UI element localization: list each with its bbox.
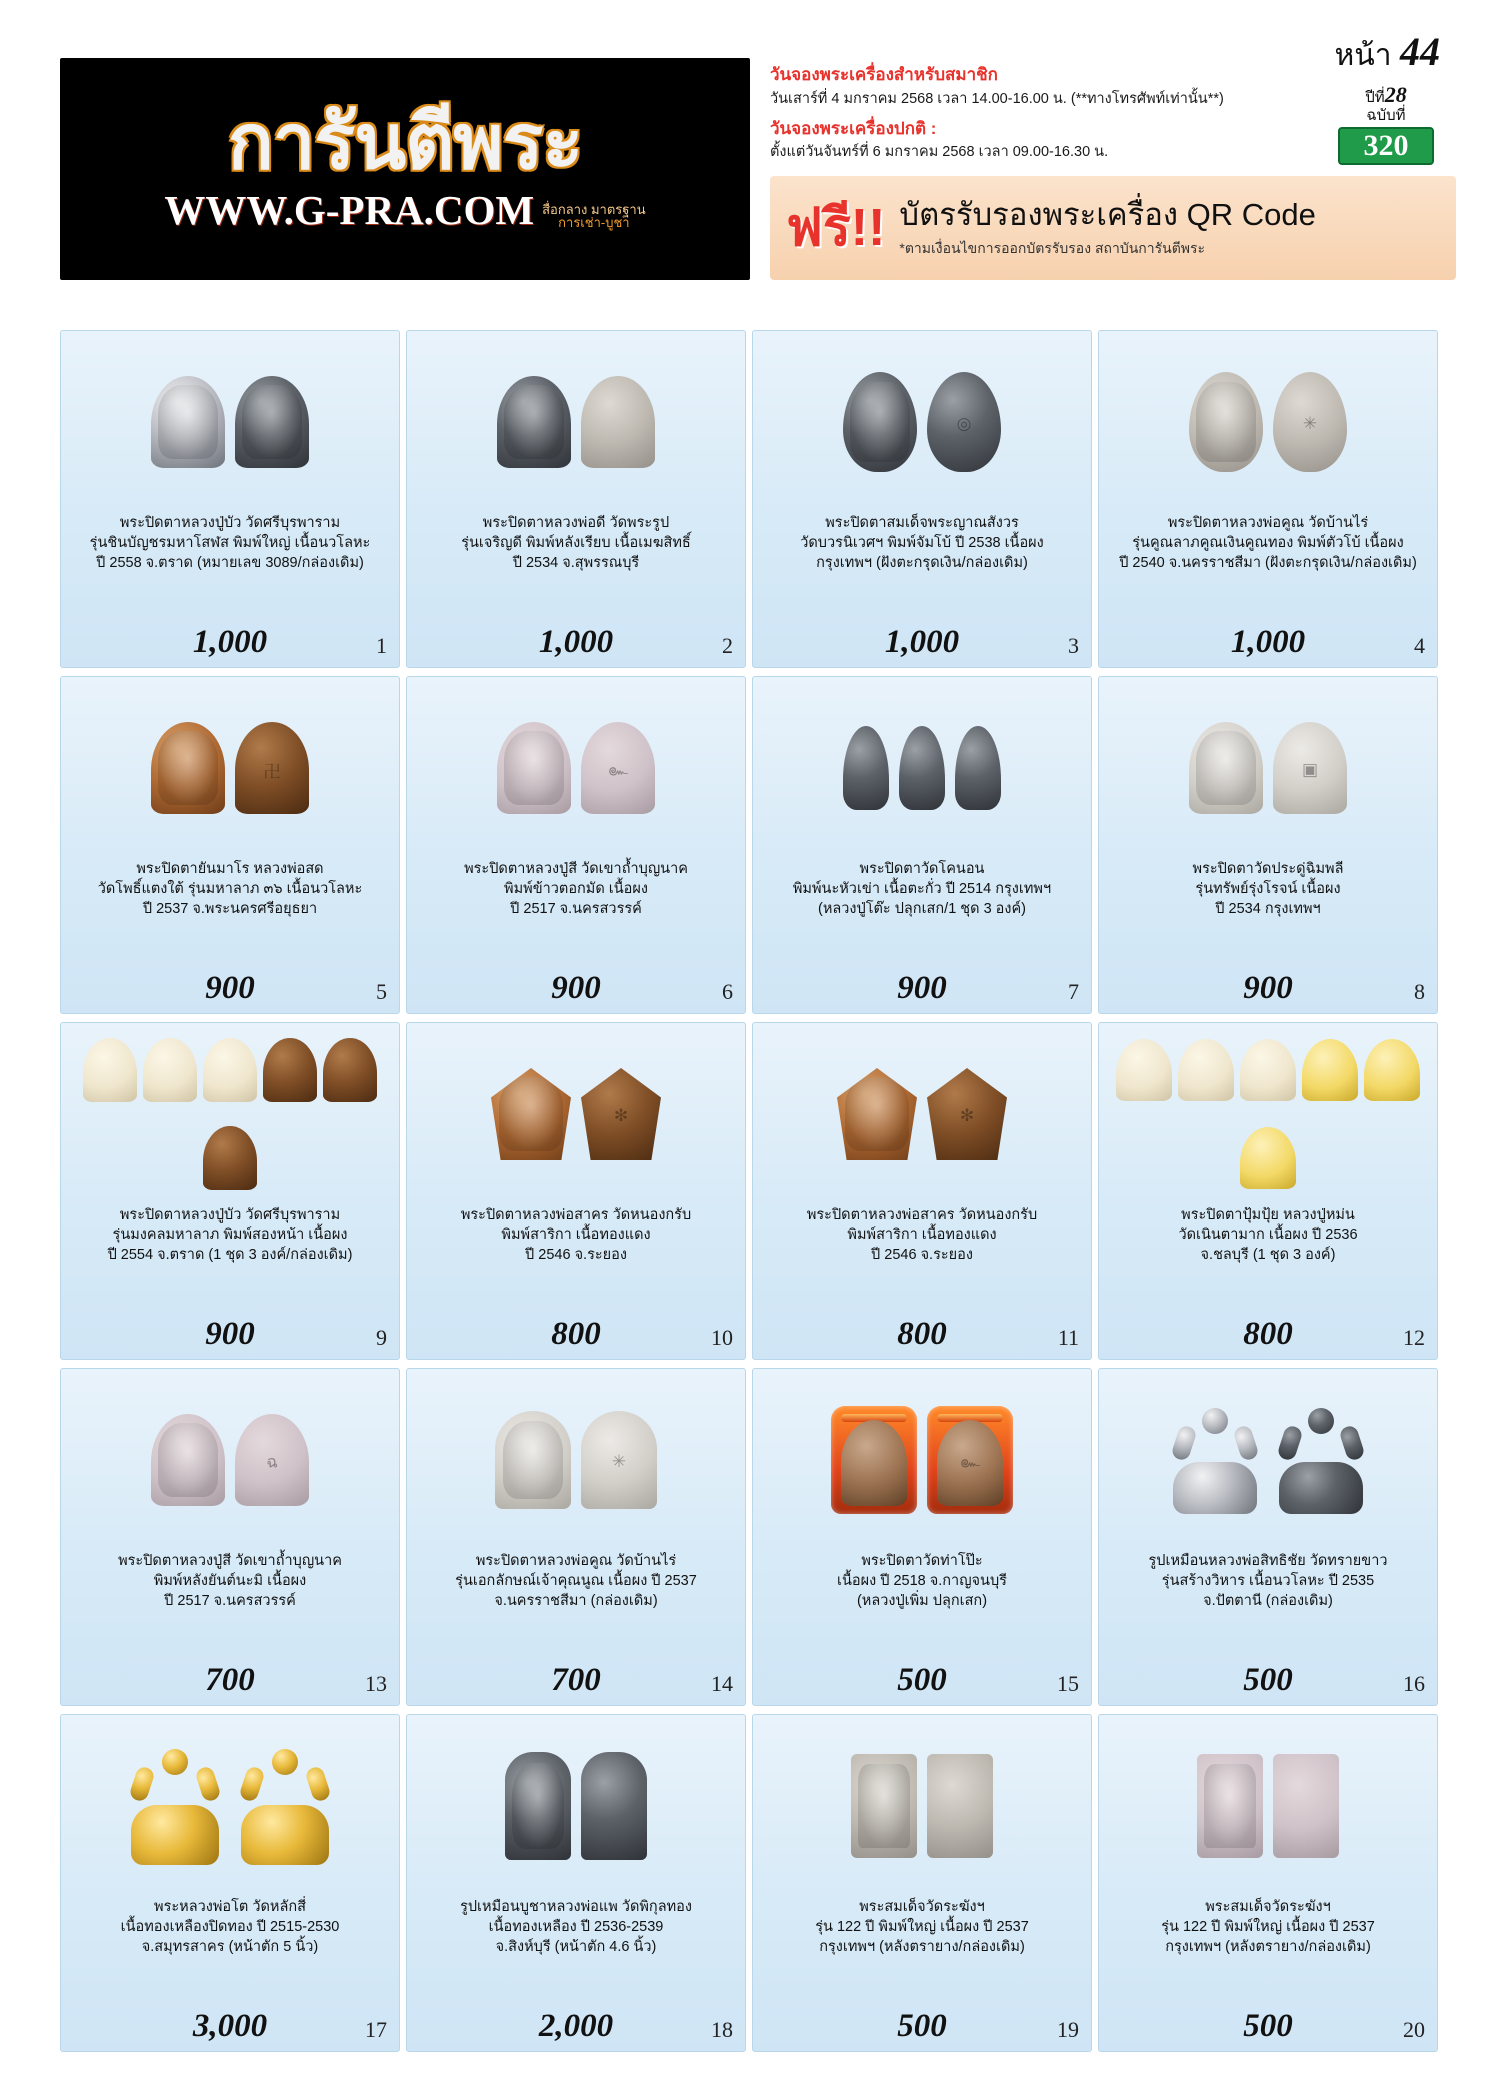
desc-line: พิมพ์ข้าวตอกมัด เนื้อผง bbox=[504, 881, 648, 897]
desc-line: รุ่น 122 ปี พิมพ์ใหญ่ เนื้อผง ปี 2537 bbox=[1161, 1919, 1375, 1935]
amulet-description bbox=[1107, 1205, 1429, 1265]
amulet-price: 900 bbox=[205, 1316, 255, 1352]
desc-line: พิมพ์สาริกา เนื้อทองแดง bbox=[847, 1227, 997, 1243]
amulet-card[interactable] bbox=[752, 1368, 1092, 1706]
amulet-image-1 bbox=[1116, 1039, 1172, 1101]
desc-line: เนื้อทองเหลืองปิดทอง ปี 2515-2530 bbox=[120, 1919, 340, 1935]
desc-line: พระปิดตาหลวงปู่บัว วัดศรีบุรพาราม bbox=[119, 515, 341, 531]
amulet-price: 500 bbox=[1243, 2008, 1293, 2044]
amulet-price: 500 bbox=[1243, 1662, 1293, 1698]
desc-line: รุ่นเอกลักษณ์เจ้าคุณนูณ เนื้อผง ปี 2537 bbox=[455, 1573, 697, 1589]
amulet-price: 700 bbox=[205, 1662, 255, 1698]
amulet-card[interactable] bbox=[752, 1714, 1092, 2052]
amulet-photo bbox=[1099, 337, 1437, 507]
amulet-index: 8 bbox=[1414, 979, 1425, 1004]
amulet-photo bbox=[61, 683, 399, 853]
amulet-photo bbox=[1099, 1029, 1437, 1199]
desc-line: พระสมเด็จวัดระฆังฯ bbox=[1205, 1899, 1331, 1915]
desc-line: จ.นครราชสีมา (กล่องเดิม) bbox=[494, 1593, 658, 1609]
amulet-image-back: ๛ bbox=[581, 722, 655, 814]
desc-line: พระปิดตาวัดประดู่ฉิมพลี bbox=[1192, 861, 1344, 877]
desc-line: รุ่นมงคลมหาลาภ พิมพ์สองหน้า เนื้อผง bbox=[112, 1227, 348, 1243]
desc-line: (หลวงปู่โต๊ะ ปลุกเสก/1 ชุด 3 องค์) bbox=[818, 901, 1026, 917]
logo-tagline bbox=[542, 203, 646, 230]
amulet-photo bbox=[407, 683, 745, 853]
amulet-index: 20 bbox=[1403, 2017, 1425, 2042]
desc-line: กรุงเทพฯ (หลังตรายาง/กล่องเดิม) bbox=[1165, 1939, 1371, 1955]
amulet-description bbox=[761, 859, 1083, 919]
issue-label: ฉบับที่ bbox=[1366, 107, 1406, 125]
amulet-image-back: ✻ bbox=[927, 1068, 1007, 1160]
amulet-card[interactable] bbox=[406, 1022, 746, 1360]
amulet-image-3 bbox=[1240, 1039, 1296, 1101]
amulet-image-front bbox=[495, 1411, 571, 1509]
desc-line: พระปิดตาหลวงพ่อสาคร วัดหนองกรับ bbox=[460, 1207, 692, 1223]
amulet-image-front bbox=[851, 1754, 917, 1858]
desc-line: ปี 2534 จ.สุพรรณบุรี bbox=[512, 555, 640, 571]
amulet-image-front bbox=[491, 1068, 571, 1160]
amulet-price: 900 bbox=[897, 970, 947, 1006]
amulet-photo bbox=[407, 337, 745, 507]
amulet-index: 6 bbox=[722, 979, 733, 1004]
amulet-photo bbox=[753, 1721, 1091, 1891]
logo-website-url[interactable]: WWW.G-PRA.COM bbox=[164, 187, 535, 233]
page-word: หน้า bbox=[1334, 39, 1392, 72]
desc-line: พระปิดตาหลวงปู่บัว วัดศรีบุรพาราม bbox=[119, 1207, 341, 1223]
desc-line: จ.สมุทรสาคร (หน้าตัก 5 นิ้ว) bbox=[141, 1939, 319, 1955]
desc-line: รุ่นสร้างวิหาร เนื้อนวโลหะ ปี 2535 bbox=[1161, 1573, 1375, 1589]
amulet-card[interactable] bbox=[60, 1368, 400, 1706]
desc-line: ปี 2546 จ.ระยอง bbox=[871, 1247, 973, 1263]
desc-line: พระปิดตาวัดโคนอน bbox=[859, 861, 985, 877]
monk-statue-front bbox=[505, 1752, 571, 1860]
amulet-image-back bbox=[581, 376, 655, 468]
desc-line: พิมพ์หลังยันต์นะมิ เนื้อผง bbox=[153, 1573, 307, 1589]
amulet-price: 500 bbox=[897, 2008, 947, 2044]
amulet-image-1 bbox=[83, 1038, 137, 1102]
desc-line: พระปิดตายันมาโร หลวงพ่อสด bbox=[136, 861, 324, 877]
desc-line: ปี 2534 กรุงเทพฯ bbox=[1215, 901, 1321, 917]
amulet-description bbox=[1107, 859, 1429, 919]
amulet-card[interactable] bbox=[60, 1022, 400, 1360]
amulet-index: 4 bbox=[1414, 633, 1425, 658]
amulet-card[interactable] bbox=[1098, 1368, 1438, 1706]
amulet-index: 7 bbox=[1068, 979, 1079, 1004]
amulet-image-back bbox=[235, 376, 309, 468]
amulet-description bbox=[1107, 1897, 1429, 1957]
amulet-description bbox=[761, 1897, 1083, 1957]
desc-line: รุ่นทรัพย์รุ่งโรจน์ เนื้อผง bbox=[1195, 881, 1341, 897]
booking-normal-detail: ตั้งแต่วันจันทร์ที่ 6 มกราคม 2568 เวลา 09.00-16.30 น. bbox=[770, 144, 1109, 161]
amulet-index: 14 bbox=[711, 1671, 733, 1696]
amulet-image-6 bbox=[1240, 1127, 1296, 1189]
year-row bbox=[1338, 82, 1434, 107]
buddha-statue-1 bbox=[125, 1741, 225, 1871]
amulet-card[interactable] bbox=[752, 676, 1092, 1014]
amulet-description bbox=[415, 1551, 737, 1611]
amulet-image-front bbox=[151, 1414, 225, 1506]
amulet-description bbox=[415, 859, 737, 919]
amulet-image-back: ๛ bbox=[927, 1406, 1013, 1514]
amulet-description bbox=[761, 513, 1083, 573]
amulet-price: 700 bbox=[551, 1662, 601, 1698]
amulet-image-back bbox=[927, 1754, 993, 1858]
amulet-photo bbox=[61, 337, 399, 507]
desc-line: พระปิดตาหลวงพ่อสาคร วัดหนองกรับ bbox=[806, 1207, 1038, 1223]
amulet-description bbox=[1107, 513, 1429, 573]
amulet-image-2 bbox=[899, 726, 945, 810]
amulet-card[interactable] bbox=[1098, 1022, 1438, 1360]
amulet-statue-front bbox=[1167, 1400, 1263, 1520]
buddha-statue-2 bbox=[235, 1741, 335, 1871]
amulet-image-front bbox=[843, 372, 917, 472]
desc-line: ปี 2517 จ.นครสวรรค์ bbox=[164, 1593, 296, 1609]
amulet-price: 1,000 bbox=[884, 624, 960, 660]
desc-line: ปี 2517 จ.นครสวรรค์ bbox=[510, 901, 642, 917]
amulet-image-5 bbox=[323, 1038, 377, 1102]
desc-line: วัดบวรนิเวศฯ พิมพ์จัมโบ้ ปี 2538 เนื้อผง bbox=[800, 535, 1044, 551]
booking-normal-title: วันจองพระเครื่องปกติ : bbox=[770, 118, 937, 138]
amulet-card[interactable] bbox=[1098, 1714, 1438, 2052]
desc-line: พิมพ์นะหัวเข่า เนื้อตะกั่ว ปี 2514 กรุงเทพฯ bbox=[792, 881, 1052, 897]
promo-title: บัตรรับรองพระเครื่อง QR Code bbox=[899, 197, 1316, 233]
amulet-index: 17 bbox=[365, 2017, 387, 2042]
amulet-photo bbox=[407, 1029, 745, 1199]
amulet-description bbox=[415, 1897, 737, 1957]
amulet-price: 900 bbox=[205, 970, 255, 1006]
amulet-statue-back bbox=[1273, 1400, 1369, 1520]
amulet-price: 1,000 bbox=[1230, 624, 1306, 660]
desc-line: เนื้อผง ปี 2518 จ.กาญจนบุรี bbox=[837, 1573, 1007, 1589]
amulet-card[interactable] bbox=[1098, 330, 1438, 668]
desc-line: วัดโพธิ์แตงใต้ รุ่นมหาลาภ ๓๖ เนื้อนวโลหะ bbox=[97, 881, 363, 897]
amulet-image-back: ▣ bbox=[1273, 722, 1347, 814]
amulet-image-front bbox=[497, 376, 571, 468]
desc-line: รุ่น 122 ปี พิมพ์ใหญ่ เนื้อผง ปี 2537 bbox=[815, 1919, 1029, 1935]
amulet-card[interactable] bbox=[406, 676, 746, 1014]
amulet-index: 3 bbox=[1068, 633, 1079, 658]
desc-line: พระปิดตาหลวงพ่อดี วัดพระรูป bbox=[482, 515, 670, 531]
amulet-price: 2,000 bbox=[538, 2008, 614, 2044]
amulet-card[interactable] bbox=[406, 330, 746, 668]
amulet-description bbox=[69, 1205, 391, 1265]
amulet-price: 800 bbox=[897, 1316, 947, 1352]
amulet-image-back: 卍 bbox=[235, 722, 309, 814]
amulet-image-back: ◎ bbox=[927, 372, 1001, 472]
amulet-description bbox=[1107, 1551, 1429, 1611]
amulet-image-1 bbox=[843, 726, 889, 810]
desc-line: พระสมเด็จวัดระฆังฯ bbox=[859, 1899, 985, 1915]
desc-line: พระปิดตาหลวงพ่อคูณ วัดบ้านไร่ bbox=[475, 1553, 677, 1569]
amulet-image-front bbox=[1197, 1754, 1263, 1858]
amulet-index: 11 bbox=[1057, 1325, 1079, 1350]
desc-line: วัดเนินตามาก เนื้อผง ปี 2536 bbox=[1178, 1227, 1358, 1243]
logo-tagline-line2: การเช่า-บูชา bbox=[558, 215, 630, 231]
amulet-image-front bbox=[497, 722, 571, 814]
desc-line: ปี 2537 จ.พระนครศรีอยุธยา bbox=[142, 901, 318, 917]
desc-line: ปี 2540 จ.นครราชสีมา (ฝังตะกรุดเงิน/กล่องเดิม) bbox=[1119, 555, 1417, 571]
amulet-grid bbox=[60, 330, 1436, 2052]
desc-line: รุ่นชินบัญชรมหาโสฬส พิมพ์ใหญ่ เนื้อนวโลหะ bbox=[89, 535, 371, 551]
amulet-description bbox=[69, 1897, 391, 1957]
amulet-card[interactable] bbox=[752, 330, 1092, 668]
monk-statue-back bbox=[581, 1752, 647, 1860]
amulet-image-front bbox=[151, 722, 225, 814]
amulet-card[interactable] bbox=[406, 1368, 746, 1706]
amulet-card[interactable] bbox=[752, 1022, 1092, 1360]
amulet-card[interactable] bbox=[60, 676, 400, 1014]
issue-info bbox=[1338, 82, 1434, 165]
promo-note: *ตามเงื่อนไขการออกบัตรรับรอง สถาบันการันตีพระ bbox=[899, 239, 1206, 256]
year-label: ปีที่ bbox=[1365, 89, 1385, 106]
desc-line: รุ่นเจริญดี พิมพ์หลังเรียบ เนื้อเมฆสิทธิ์ bbox=[461, 535, 691, 551]
page-number-label bbox=[1335, 28, 1440, 79]
amulet-photo bbox=[753, 683, 1091, 853]
desc-line: ปี 2554 จ.ตราด (1 ชุด 3 องค์/กล่องเดิม) bbox=[107, 1247, 353, 1263]
amulet-description bbox=[415, 513, 737, 573]
amulet-price: 500 bbox=[897, 1662, 947, 1698]
amulet-description bbox=[761, 1205, 1083, 1265]
amulet-image-2 bbox=[1178, 1039, 1234, 1101]
logo-tagline-line1: สื่อกลาง มาตรฐาน bbox=[542, 201, 646, 217]
amulet-photo bbox=[61, 1375, 399, 1545]
desc-line: เนื้อทองเหลือง ปี 2536-2539 bbox=[488, 1919, 664, 1935]
desc-line: พระปิดตาวัดท่าโป๊ะ bbox=[861, 1553, 983, 1569]
amulet-image-back: ✳ bbox=[581, 1411, 657, 1509]
amulet-image-2 bbox=[143, 1038, 197, 1102]
amulet-photo bbox=[61, 1029, 399, 1199]
amulet-index: 13 bbox=[365, 1671, 387, 1696]
amulet-card[interactable] bbox=[60, 1714, 400, 2052]
amulet-image-front bbox=[831, 1406, 917, 1514]
amulet-description bbox=[69, 859, 391, 919]
page-number: 44 bbox=[1400, 29, 1440, 74]
promo-banner[interactable] bbox=[770, 176, 1456, 280]
amulet-image-4 bbox=[1302, 1039, 1358, 1101]
booking-member-title: วันจองพระเครื่องสำหรับสมาชิก bbox=[770, 65, 998, 84]
amulet-image-back: ✻ bbox=[581, 1068, 661, 1160]
desc-line: ปี 2546 จ.ระยอง bbox=[525, 1247, 627, 1263]
amulet-index: 15 bbox=[1057, 1671, 1079, 1696]
desc-line: รูปเหมือนบูชาหลวงพ่อแพ วัดพิกุลทอง bbox=[460, 1899, 692, 1915]
amulet-card[interactable] bbox=[406, 1714, 746, 2052]
amulet-photo bbox=[61, 1721, 399, 1891]
amulet-price: 900 bbox=[1243, 970, 1293, 1006]
desc-line: จ.ชลบุรี (1 ชุด 3 องค์) bbox=[1200, 1247, 1336, 1263]
amulet-index: 2 bbox=[722, 633, 733, 658]
amulet-photo bbox=[753, 1375, 1091, 1545]
amulet-index: 12 bbox=[1403, 1325, 1425, 1350]
desc-line: จ.สิงห์บุรี (หน้าตัก 4.6 นิ้ว) bbox=[495, 1939, 657, 1955]
amulet-description bbox=[69, 513, 391, 573]
desc-line: พระหลวงพ่อโต วัดหลักสี่ bbox=[154, 1899, 306, 1915]
amulet-price: 800 bbox=[551, 1316, 601, 1352]
amulet-image-back: ฉ bbox=[235, 1414, 309, 1506]
amulet-price: 1,000 bbox=[192, 624, 268, 660]
desc-line: (หลวงปู่เพิ่ม ปลุกเสก) bbox=[856, 1593, 988, 1609]
amulet-image-front bbox=[1189, 722, 1263, 814]
promo-free-label: ฟรี!! bbox=[786, 199, 886, 257]
desc-line: พระปิดตาหลวงปู่สี วัดเขาถ้ำบุญนาค bbox=[464, 861, 688, 877]
logo-title: การันตีพระ bbox=[222, 104, 589, 180]
amulet-index: 19 bbox=[1057, 2017, 1079, 2042]
amulet-card[interactable] bbox=[1098, 676, 1438, 1014]
amulet-photo bbox=[1099, 1721, 1437, 1891]
amulet-image-3 bbox=[955, 726, 1001, 810]
amulet-image-3 bbox=[203, 1038, 257, 1102]
amulet-image-back: ✳ bbox=[1273, 372, 1347, 472]
desc-line: พระปิดตาหลวงพ่อคูณ วัดบ้านไร่ bbox=[1167, 515, 1369, 531]
amulet-index: 1 bbox=[376, 633, 387, 658]
amulet-image-front bbox=[151, 376, 225, 468]
amulet-description bbox=[415, 1205, 737, 1265]
amulet-index: 16 bbox=[1403, 1671, 1425, 1696]
desc-line: ปี 2558 จ.ตราด (หมายเลข 3089/กล่องเดิม) bbox=[96, 555, 364, 571]
booking-info bbox=[770, 62, 1240, 164]
amulet-image-front bbox=[1189, 372, 1263, 472]
amulet-photo bbox=[753, 337, 1091, 507]
issue-number: 320 bbox=[1338, 127, 1434, 166]
amulet-price: 1,000 bbox=[538, 624, 614, 660]
desc-line: รุ่นคูณลาภคูณเงินคูณทอง พิมพ์ตัวโบ้ เนื้อผง bbox=[1132, 535, 1404, 551]
desc-line: จ.ปัตตานี (กล่องเดิม) bbox=[1203, 1593, 1333, 1609]
amulet-price: 900 bbox=[551, 970, 601, 1006]
amulet-index: 18 bbox=[711, 2017, 733, 2042]
site-logo[interactable] bbox=[60, 58, 750, 280]
desc-line: พิมพ์สาริกา เนื้อทองแดง bbox=[501, 1227, 651, 1243]
amulet-photo bbox=[753, 1029, 1091, 1199]
amulet-image-back bbox=[1273, 1754, 1339, 1858]
amulet-image-front bbox=[837, 1068, 917, 1160]
desc-line: รูปเหมือนหลวงพ่อสิทธิชัย วัดทรายขาว bbox=[1148, 1553, 1388, 1569]
desc-line: พระปิดตาปุ้มปุ้ย หลวงปู่หม่น bbox=[1181, 1207, 1355, 1223]
amulet-image-5 bbox=[1364, 1039, 1420, 1101]
amulet-photo bbox=[1099, 683, 1437, 853]
amulet-card[interactable] bbox=[60, 330, 400, 668]
amulet-index: 10 bbox=[711, 1325, 733, 1350]
desc-line: กรุงเทพฯ (หลังตรายาง/กล่องเดิม) bbox=[819, 1939, 1025, 1955]
amulet-photo bbox=[1099, 1375, 1437, 1545]
amulet-price: 800 bbox=[1243, 1316, 1293, 1352]
year-value: 28 bbox=[1384, 82, 1407, 107]
amulet-photo bbox=[407, 1375, 745, 1545]
desc-line: พระปิดตาสมเด็จพระญาณสังวร bbox=[825, 515, 1019, 531]
desc-line: พระปิดตาหลวงปู่สี วัดเขาถ้ำบุญนาค bbox=[118, 1553, 342, 1569]
amulet-description bbox=[761, 1551, 1083, 1611]
desc-line: กรุงเทพฯ (ฝังตะกรุดเงิน/กล่องเดิม) bbox=[816, 555, 1028, 571]
amulet-index: 9 bbox=[376, 1325, 387, 1350]
amulet-image-4 bbox=[263, 1038, 317, 1102]
amulet-photo bbox=[407, 1721, 745, 1891]
amulet-index: 5 bbox=[376, 979, 387, 1004]
amulet-image-6 bbox=[203, 1126, 257, 1190]
page-header bbox=[60, 28, 1440, 278]
amulet-price: 3,000 bbox=[192, 2008, 268, 2044]
booking-member-detail: วันเสาร์ที่ 4 มกราคม 2568 เวลา 14.00-16.00 น. (**ทางโทรศัพท์เท่านั้น**) bbox=[770, 90, 1224, 107]
amulet-description bbox=[69, 1551, 391, 1611]
